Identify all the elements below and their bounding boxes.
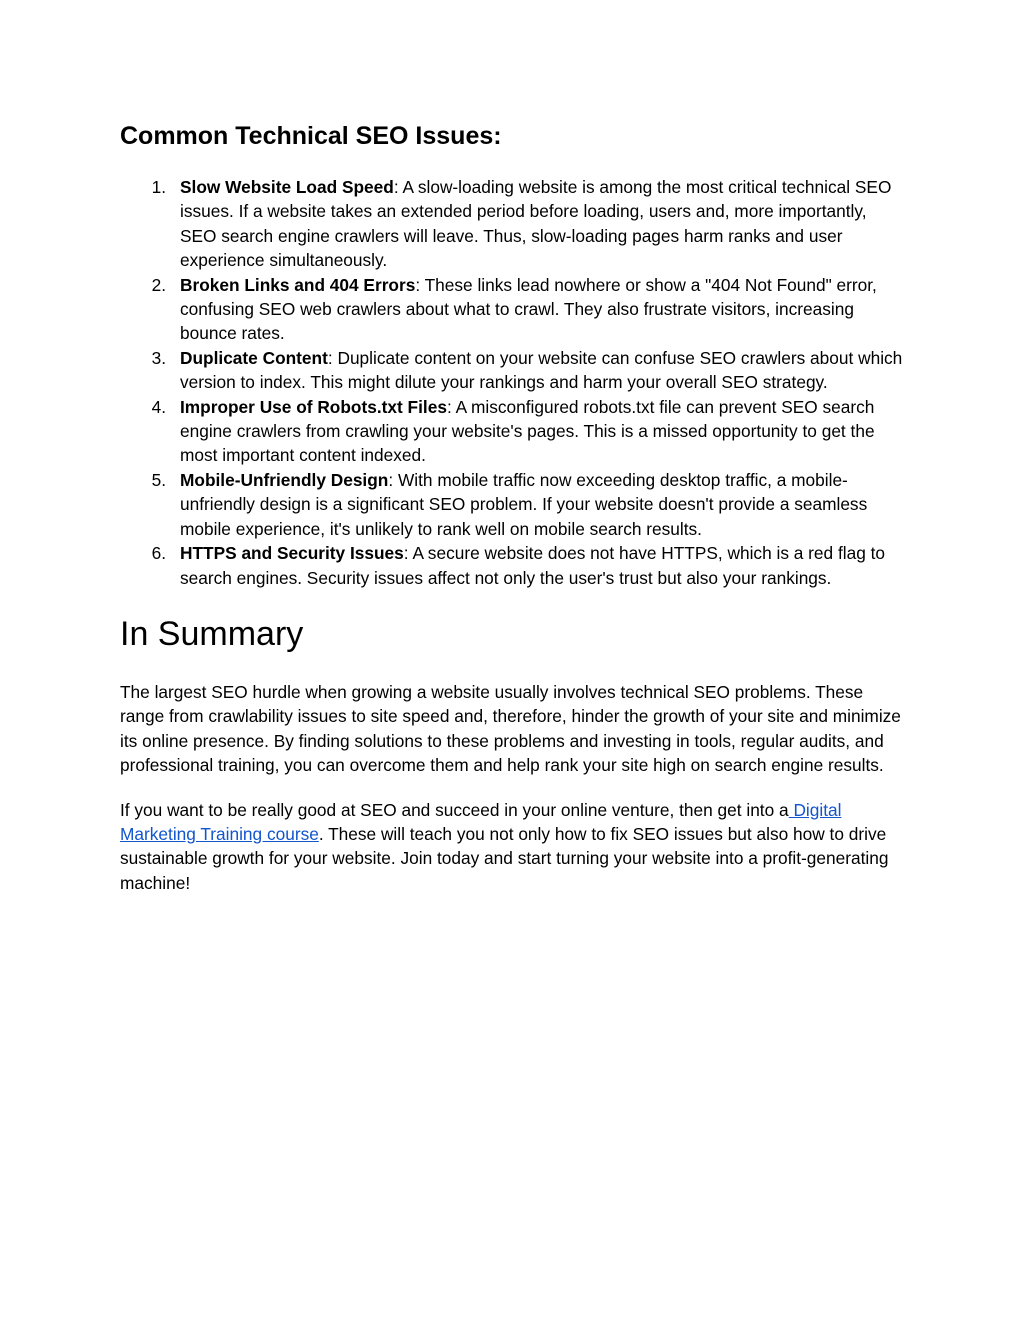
list-item-number: 1. [151,177,166,197]
cta-text-before: If you want to be really good at SEO and succeed in your online venture, then get into a [120,799,789,820]
list-item-number: 3. [151,347,166,368]
list-item-title: Duplicate Content [180,347,328,368]
digital-marketing-course-link[interactable]: Digital Marketing Training course [120,799,842,844]
list-item-title: HTTPS and Security Issues [180,543,404,564]
list-item-text: A misconfigured robots.txt file can prevent SEO search engine crawlers from crawling your website's pages. This is a missed opportunity to get the most important content indexed. [180,396,875,466]
list-item-separator: : [446,396,456,417]
list-item-text: A slow-loading website is among the most critical technical SEO issues. If a website takes an extended period before loading, users and, more importantly, SEO search engine crawlers will leave. Thus, slow-loading pages harm ranks and user experience simultaneously. [180,177,892,271]
cta-text-after: . These will teach you not only how to fix SEO issues but also how to drive sustainable growth for your website. Join today and start turning your website into a profit-generating machine! [120,823,889,893]
issues-list [120,175,906,590]
list-item-title: Improper Use of Robots.txt Files [180,396,447,417]
list-item [120,468,906,541]
list-item-separator: : [327,347,338,368]
list-item-title: Slow Website Load Speed [180,177,394,197]
list-item [120,175,906,273]
list-item-number: 6. [151,543,166,564]
list-item-text: With mobile traffic now exceeding desktop traffic, a mobile-unfriendly design is a significant SEO problem. If your website doesn't provide a seamless mobile experience, it's unlikely to rank well on mobile search results. [180,469,868,539]
issues-heading: Common Technical SEO Issues: [120,122,502,150]
list-item-number: 5. [151,469,166,490]
list-item [120,273,906,346]
cta-paragraph [120,798,906,896]
list-item [120,395,906,468]
list-item-number: 2. [151,274,166,295]
list-item-separator: : [388,469,398,490]
list-item-text: A secure website does not have HTTPS, which is a red flag to search engines. Security issues affect not only the user's trust but also your rankings. [180,543,886,588]
list-item [120,346,906,395]
list-item-text: These links lead nowhere or show a "404 Not Found" error, confusing SEO web crawlers about what to crawl. They also frustrate visitors, increasing bounce rates. [180,274,877,344]
list-item [120,541,906,590]
list-item-text: Duplicate content on your website can confuse SEO crawlers about which version to index. This might dilute your rankings and harm your overall SEO strategy. [180,347,903,393]
list-item-separator: : [393,177,403,197]
list-item-title: Broken Links and 404 Errors [180,274,416,295]
summary-paragraph: The largest SEO hurdle when growing a website usually involves technical SEO problems. These range from crawlability issues to site speed and, therefore, hinder the growth of your site and minimize its online presence. By finding solutions to these problems and investing in tools, regular audits, and professional training, you can overcome them and help rank your site high on search engine results. [120,681,901,776]
summary-heading: In Summary [120,614,304,653]
list-item-separator: : [403,543,413,564]
list-item-separator: : [415,274,425,295]
list-item-title: Mobile-Unfriendly Design [180,469,389,490]
document-page [120,118,906,915]
list-item-number: 4. [151,396,166,417]
